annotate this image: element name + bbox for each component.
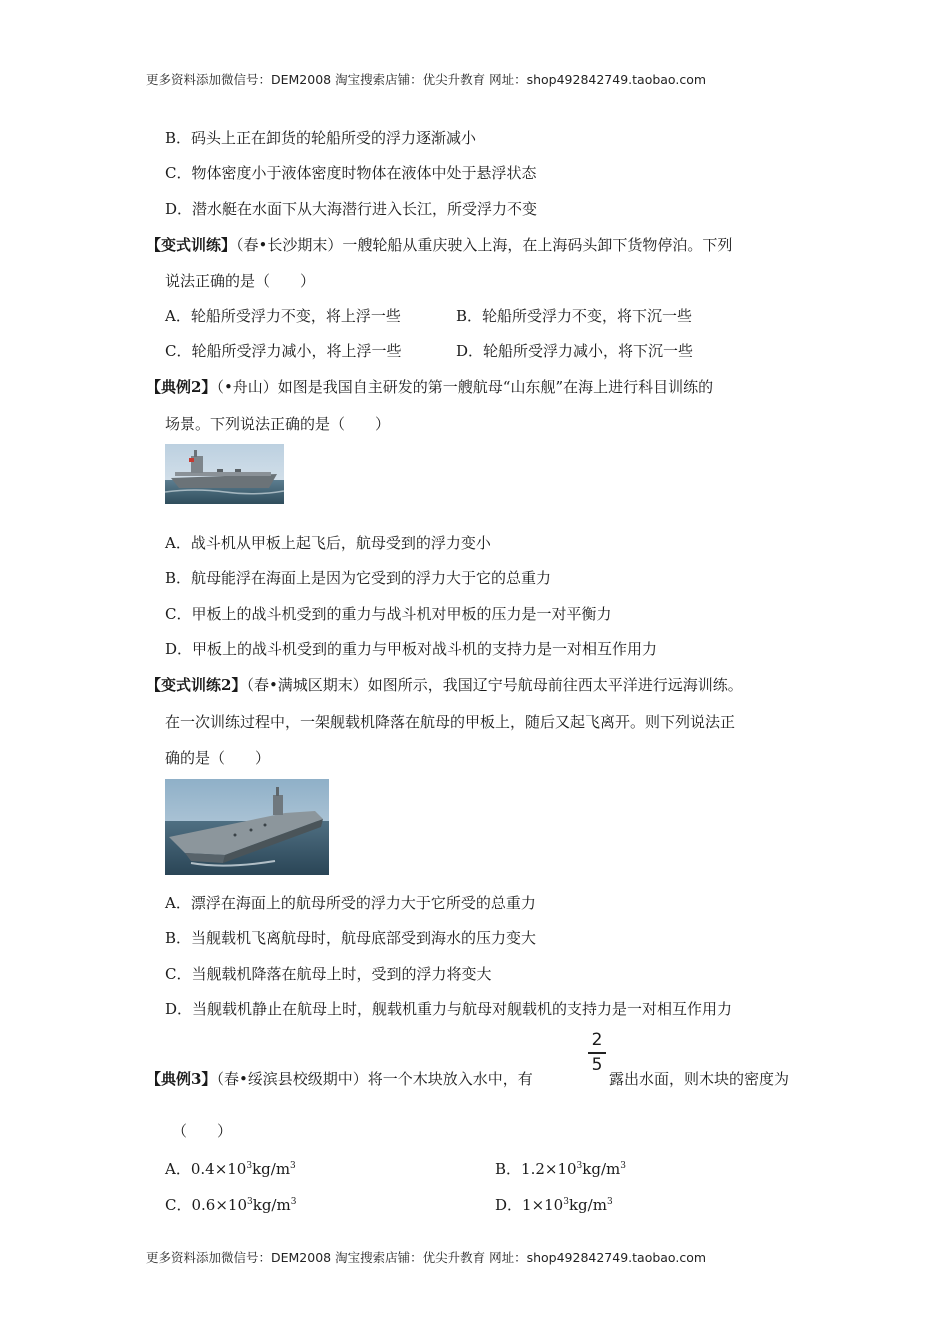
example3-option-a: A．$0.4\times 10^3kg/m^3$ — [165, 1160, 296, 1178]
example2-stem: （•舟山）如图是我国自主研发的第一艘航母“山东舰”在海上进行科目训练的 — [216, 378, 714, 396]
variant1-stem: （春•长沙期末）一艘轮船从重庆驶入上海，在上海码头卸下货物停泊。下列 — [236, 236, 733, 254]
fraction-denominator: 5 — [591, 1054, 603, 1075]
example2-option-b: B．航母能浮在海面上是因为它受到的浮力大于它的总重力 — [165, 569, 552, 587]
variant1-option-b: B．轮船所受浮力不变，将下沉一些 — [456, 307, 693, 325]
fraction-bar — [588, 1052, 606, 1054]
fraction-numerator: 2 — [591, 1030, 603, 1050]
variant2-stem-cont2: 确的是（ ） — [165, 749, 271, 767]
example3-stem: （春•绥滨县校级期中）将一个木块放入水中，有 — [216, 1070, 533, 1088]
variant1-tag: 【变式训练】 — [146, 236, 237, 254]
variant2-stem-cont: 在一次训练过程中，一架舰载机降落在航母的甲板上，随后又起飞离开。则下列说法正 — [165, 713, 736, 731]
page-footer: 更多资料添加微信号：DEM2008 淘宝搜索店铺：优尖升教育 网址：shop492842749.taobao.com — [146, 1250, 707, 1265]
example3-option-d: D．$1\times 10^3kg/m^3$ — [495, 1196, 613, 1214]
variant1-question — [146, 235, 732, 255]
variant1-stem-cont: 说法正确的是（ ） — [165, 272, 316, 290]
example2-option-a: A．战斗机从甲板上起飞后，航母受到的浮力变小 — [165, 534, 491, 552]
example2-question — [146, 377, 713, 397]
example3-answer-paren: （ ） — [172, 1122, 233, 1140]
variant2-option-a: A．漂浮在海面上的航母所受的浮力大于它所受的总重力 — [165, 894, 536, 912]
example2-option-c: C．甲板上的战斗机受到的重力与战斗机对甲板的压力是一对平衡力 — [165, 605, 612, 623]
example3-option-b: B．$1.2\times 10^3kg/m^3$ — [495, 1160, 626, 1178]
variant2-option-d: D．当舰载机静止在航母上时，舰载机重力与航母对舰载机的支持力是一对相互作用力 — [165, 1000, 733, 1018]
prev-option-c: C．物体密度小于液体密度时物体在液体中处于悬浮状态 — [165, 164, 537, 182]
example2-option-d: D．甲板上的战斗机受到的重力与甲板对战斗机的支持力是一对相互作用力 — [165, 640, 658, 658]
page-header: 更多资料添加微信号：DEM2008 淘宝搜索店铺：优尖升教育 网址：shop492842749.taobao.com — [146, 72, 707, 87]
variant2-option-c: C．当舰载机降落在航母上时，受到的浮力将变大 — [165, 965, 492, 983]
fraction-two-fifths — [588, 1030, 606, 1075]
example3-option-c: C．$0.6\times 10^3kg/m^3$ — [165, 1196, 297, 1214]
aircraft-carrier-photo-2 — [165, 779, 329, 875]
variant2-tag: 【变式训练2】 — [146, 676, 247, 694]
aircraft-carrier-photo-1 — [165, 444, 284, 504]
example3-tag: 【典例3】 — [146, 1070, 217, 1088]
variant1-option-a: A．轮船所受浮力不变，将上浮一些 — [165, 307, 401, 325]
example3-question-start — [146, 1069, 533, 1089]
variant2-option-b: B．当舰载机飞离航母时，航母底部受到海水的压力变大 — [165, 929, 537, 947]
example3-stem-after: 露出水面，则木块的密度为 — [609, 1070, 790, 1088]
variant1-option-c: C．轮船所受浮力减小，将上浮一些 — [165, 342, 402, 360]
prev-option-b: B．码头上正在卸货的轮船所受的浮力逐渐减小 — [165, 129, 477, 147]
example2-tag: 【典例2】 — [146, 378, 217, 396]
variant2-stem: （春•满城区期末）如图所示，我国辽宁号航母前往西太平洋进行远海训练。 — [246, 676, 743, 694]
prev-option-d: D．潜水艇在水面下从大海潜行进入长江，所受浮力不变 — [165, 200, 538, 218]
variant1-option-d: D．轮船所受浮力减小，将下沉一些 — [456, 342, 694, 360]
variant2-question — [146, 675, 743, 695]
example2-stem-cont: 场景。下列说法正确的是（ ） — [165, 415, 391, 433]
